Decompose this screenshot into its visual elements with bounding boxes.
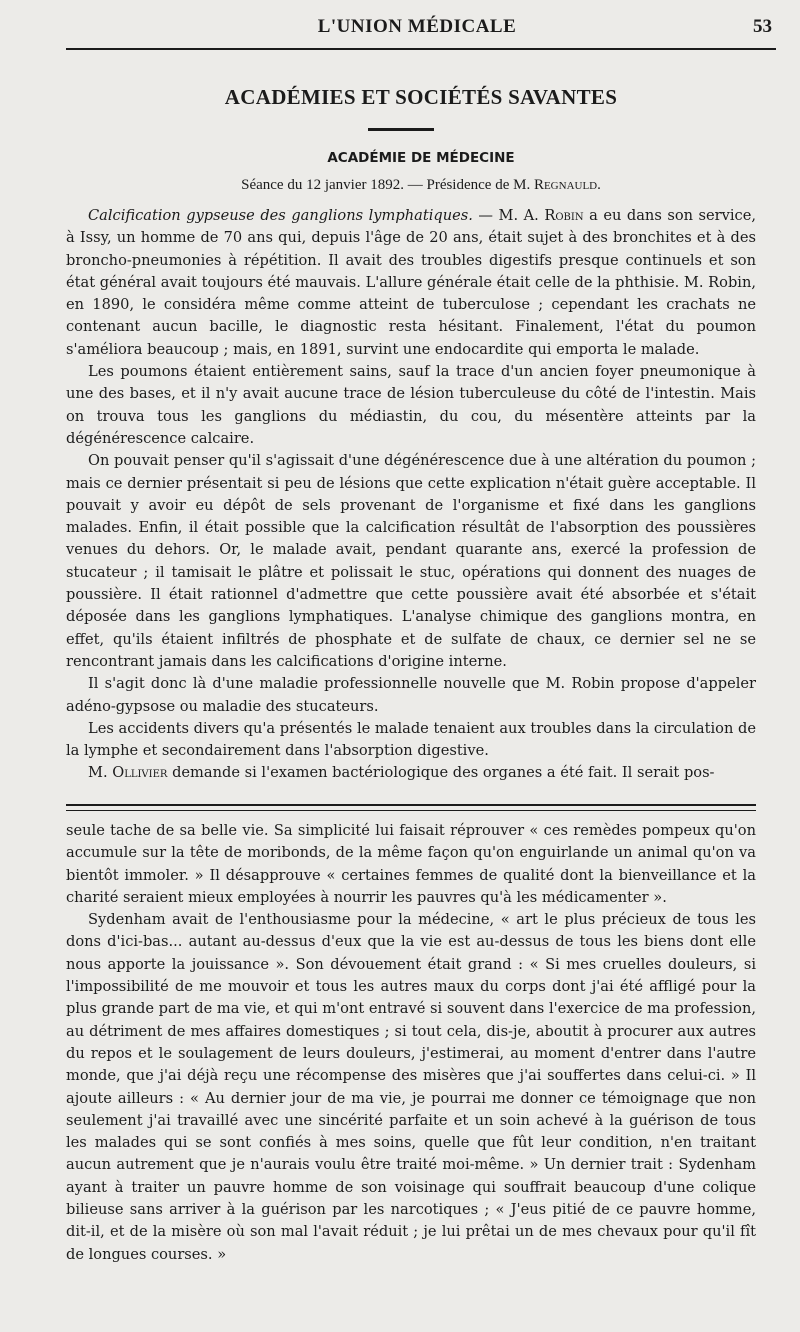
paragraph-5: Les accidents divers qu'a présentés le malade tenaient aux troubles dans la circulation de la lymphe et secondairement dans l'absorption digestive. — [66, 719, 756, 760]
paragraph-6 — [66, 762, 756, 784]
feuilleton-separator — [66, 804, 756, 811]
paragraph-1 — [66, 205, 756, 361]
paragraph-6-name: Ollivier — [112, 764, 168, 782]
article-dash: — M. A. — [472, 207, 545, 224]
session-suffix: . — [597, 177, 601, 193]
paragraph-3: On pouvait penser qu'il s'agissait d'une dégénérescence due à une altération du poumon ; mais ce dernier présentait si peu de lésions que cette explication n'était guère acceptable. Il pouvait y avoir eu dépôt de sels provenant de l'organisme et fixé dans les ganglions malades. Enfin, il était possible que la calcification résultât de l'absorption des poussières venues du dehors. Or, le malade avait, pendant quarante ans, exercé la profession de stucateur ; il tamisait le plâtre et polissait le stuc, opérations qui donnent des nuages de poussière. Il était rationnel d'admettre que cette poussière avait été absorbée et s'était déposée dans les ganglions lymphatiques. L'analyse chimique des ganglions montra, en effet, qu'ils étaient infiltrés de phosphate et de sulfate de chaux, ce dernier sel ne se rencontrant jamais dans les calcifications d'origine interne. — [66, 452, 756, 670]
academy-title: ACADÉMIE DE MÉDECINE — [327, 150, 515, 166]
paragraph-2: Les poumons étaient entièrement sains, sauf la trace d'un ancien foyer pneumonique à une des bases, et il n'y avait aucune trace de lésion tuberculeuse du côté de l'intestin. Mais on trouva tous les ganglions du médiastin, du cou, du mésentère atteints par la dégénérescence calcaire. — [66, 363, 756, 447]
section-title: ACADÉMIES ET SOCIÉTÉS SAVANTES — [224, 85, 618, 109]
article-body — [66, 205, 756, 785]
session-prefix: Séance du 12 janvier 1892. — Présidence de M. — [241, 177, 531, 193]
president-name: Regnauld — [533, 177, 598, 193]
feuilleton-paragraph-1: seule tache de sa belle vie. Sa simplicité lui faisait réprouver « ces remèdes pompeux qu'on accumule sur la tête de moribonds, de la même façon qu'on enguirlande un animal qu'on va bientôt immoler. » Il désapprouve « certaines femmes de qualité dont la bienveillance et la charité seraient mieux employées à nourrir les pauvres qu'à les médicamenter ». — [66, 822, 756, 906]
page-header — [58, 12, 776, 42]
page-number: 53 — [753, 16, 772, 37]
article-topic: Calcification gypseuse des ganglions lymphatiques. — [88, 207, 473, 224]
paragraph-6-prefix: M. — [88, 764, 113, 782]
article-author: Robin — [544, 207, 584, 224]
running-title: L'UNION MÉDICALE — [317, 16, 517, 37]
feuilleton-paragraph-2: Sydenham avait de l'enthousiasme pour la médecine, « art le plus précieux de tous les dons d'ici-bas... autant au-dessus d'eux que la vie est au-dessus de tous les biens dont elle nous apporte la jouissance ». Son dévouement était grand : « Si mes cruelles douleurs, si l'impossibilité de me mouvoir et tous les autres maux du corps dont j'ai été affligé pour la plus grande part de ma vie, et qui m'ont entravé si souvent dans l'exercice de ma profession, au détriment de mes affaires domestiques ; si tout cela, dis-je, aboutit à procurer aux autres du repos et le soulagement de leurs douleurs, j'estimerai, au moment d'entrer dans l'autre monde, que j'ai déjà reçu une récompense des misères que j'ai souffertes dans celui-ci. » Il ajoute ailleurs : « Au dernier jour de ma vie, je pourrai me donner ce témoignage que non seulement j'ai travaillé avec une sincérité parfaite et un soin achevé à la guérison de tous les malades qui se sont confiés à mes soins, quelle que fût leur condition, n'en traitant aucun autrement que je n'aurais voulu être traité moi-même. » Un dernier trait : Sydenham ayant à traiter un pauvre homme de son voisinage qui souffrait beaucoup d'une colique bilieuse sans arriver à la guérison par les narcotiques ; « J'eus pitié de ce pauvre homme, dit-il, et de la misère où son mal l'avait réduit ; je lui prêtai un de mes chevaux pour qu'il fît de longues courses. » — [66, 911, 756, 1263]
header-rule — [66, 48, 776, 50]
session-line — [66, 177, 776, 194]
section-divider — [368, 128, 434, 131]
paragraph-1-text: a eu dans son service, à Issy, un homme de 70 ans qui, depuis l'âge de 20 ans, était sujet à des bronchites et à des broncho-pneumonies à répétition. Il avait des troubles digestifs presque continuels et son état général avait toujours été mauvais. L'allure générale était celle de la phthisie. M. Robin, en 1890, le considéra même comme atteint de tuberculose ; cependant les crachats ne contenant aucun bacille, le diagnostic resta hésitant. Finalement, l'état du poumon s'améliora beaucoup ; mais, en 1891, survint une endocardite qui emporta le malade. — [66, 207, 757, 358]
paragraph-4: Il s'agit donc là d'une maladie professionnelle nouvelle que M. Robin propose d'appeler adéno-gypsose ou maladie des stucateurs. — [66, 675, 756, 715]
paragraph-6-text: demande si l'examen bactériologique des organes a été fait. Il serait pos- — [167, 764, 715, 782]
feuilleton-body — [66, 820, 756, 1266]
